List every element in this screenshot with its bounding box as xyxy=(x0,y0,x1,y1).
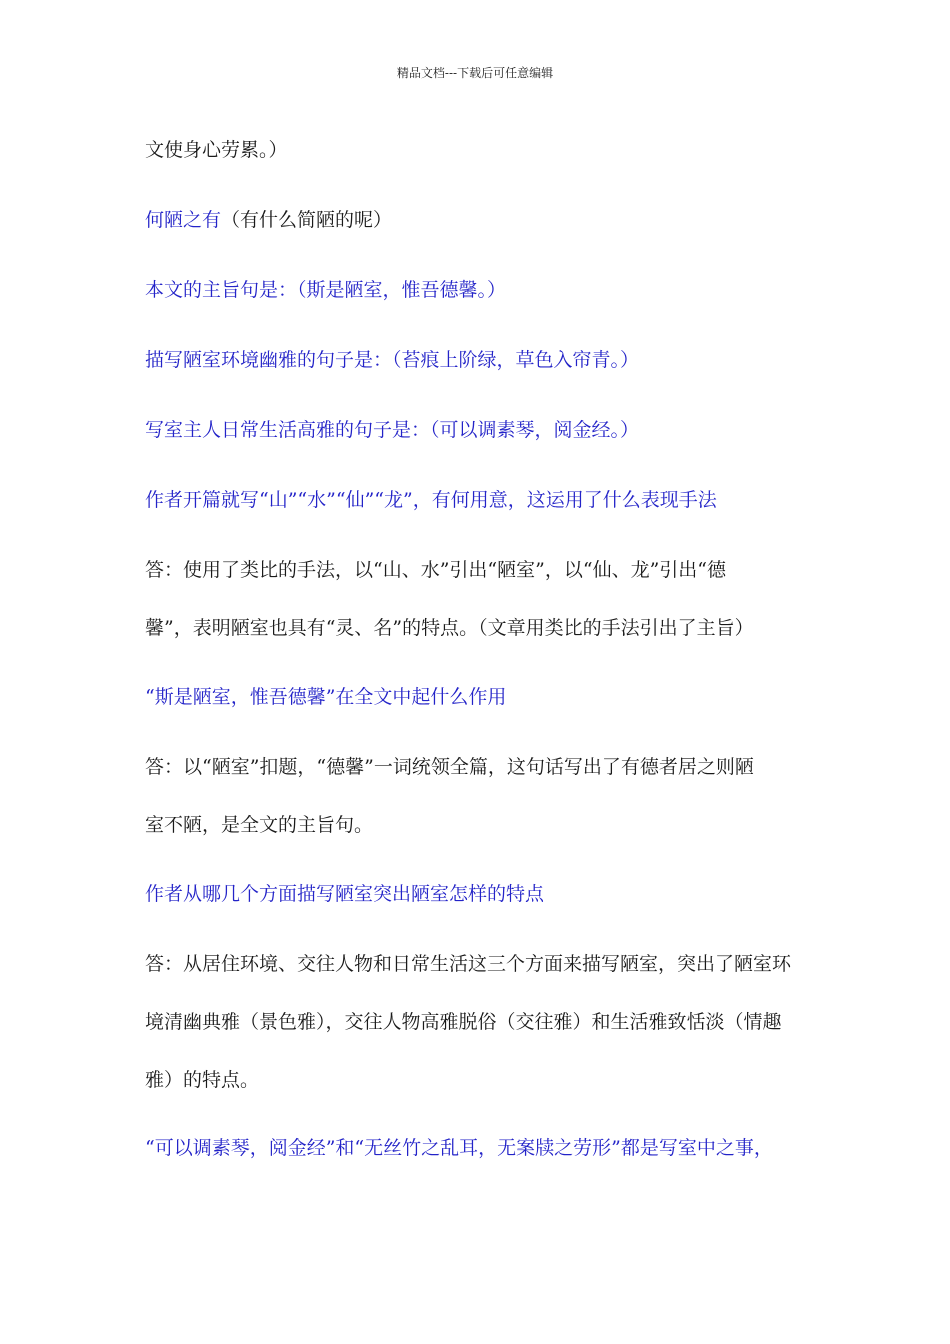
question-line: 写室主人日常生活高雅的句子是：（可以调素琴，阅金经。） xyxy=(145,419,640,441)
answer-line: 境清幽典雅（景色雅），交往人物高雅脱俗（交往雅）和生活雅致恬淡（情趣 xyxy=(145,1011,782,1033)
question-text: 何陋之有 xyxy=(145,209,222,231)
answer-line: 答：以“陋室”扣题，“德馨”一词统领全篇，这句话写出了有德者居之则陋 xyxy=(145,756,754,778)
question-line: 作者开篇就写“山”“水”“仙”“龙”，有何用意，这运用了什么表现手法 xyxy=(145,489,717,511)
page-header: 精品文档---下载后可任意编辑 xyxy=(396,66,554,80)
question-line: 描写陋室环境幽雅的句子是：（苔痕上阶绿，草色入帘青。） xyxy=(145,349,640,371)
question-line: 本文的主旨句是：（斯是陋室，惟吾德馨。） xyxy=(145,279,507,301)
answer-line: 室不陋，是全文的主旨句。 xyxy=(145,814,374,836)
text-line: 文使身心劳累。） xyxy=(145,139,288,161)
question-line: “可以调素琴，阅金经”和“无丝竹之乱耳，无案牍之劳形”都是写室中之事， xyxy=(145,1137,773,1159)
question-line xyxy=(145,207,825,233)
answer-line: 馨”，表明陋室也具有“灵、名”的特点。（文章用类比的手法引出了主旨） xyxy=(145,617,754,639)
answer-line: 答：使用了类比的手法，以“山、水”引出“陋室”，以“仙、龙”引出“德 xyxy=(145,559,726,581)
answer-line: 答：从居住环境、交往人物和日常生活这三个方面来描写陋室，突出了陋室环 xyxy=(145,953,792,975)
question-line: “斯是陋室，惟吾德馨”在全文中起什么作用 xyxy=(145,686,507,708)
answer-text: （有什么简陋的呢） xyxy=(221,209,393,231)
answer-line: 雅）的特点。 xyxy=(145,1069,260,1091)
question-line: 作者从哪几个方面描写陋室突出陋室怎样的特点 xyxy=(145,883,545,905)
